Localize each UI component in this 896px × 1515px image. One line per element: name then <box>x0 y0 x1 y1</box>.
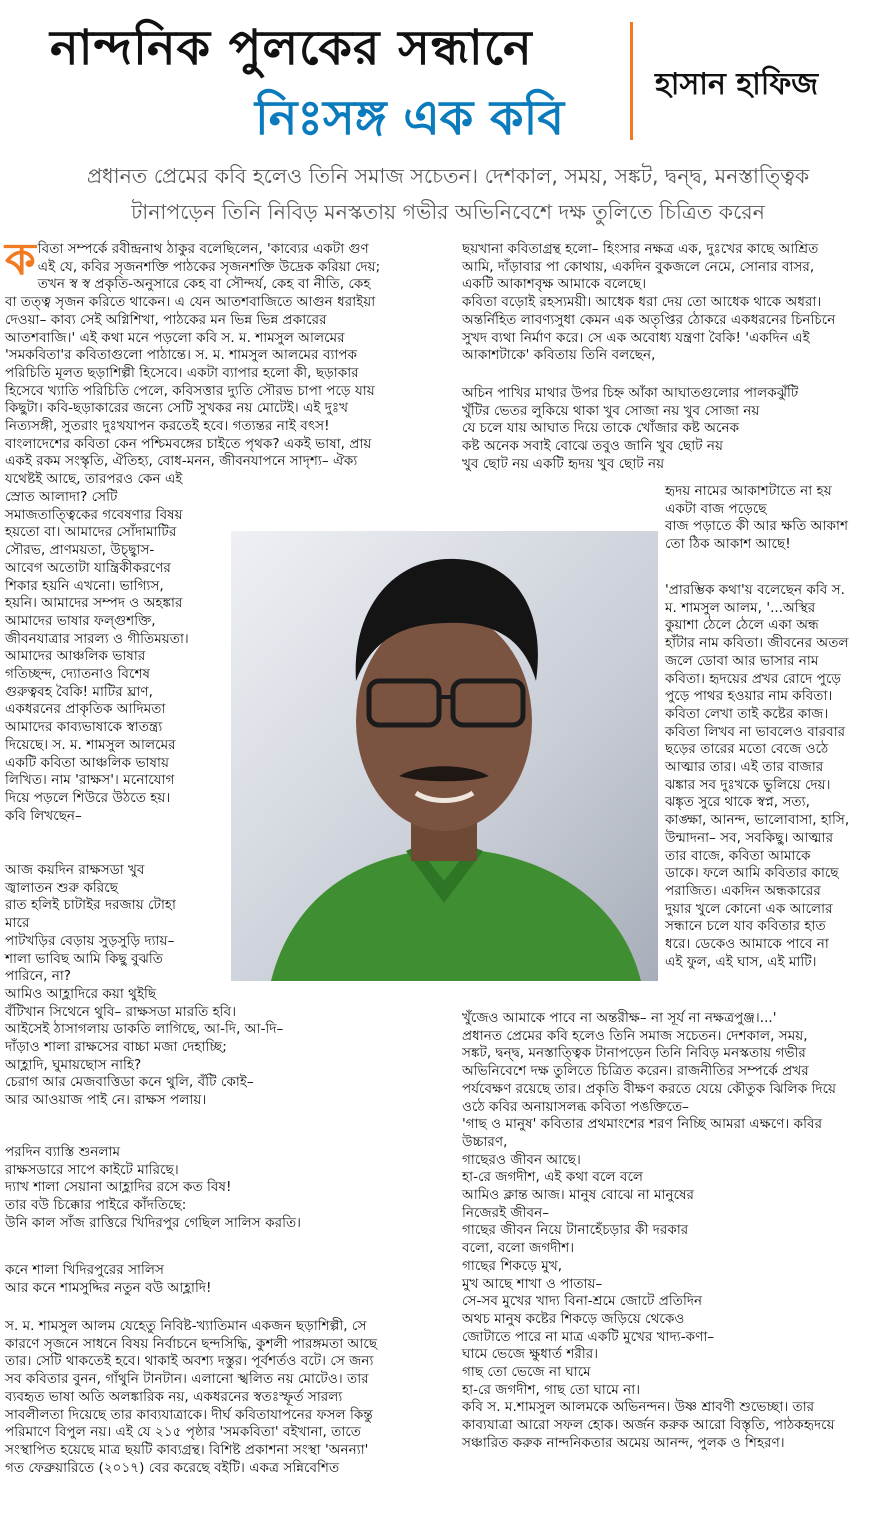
text-line: ঝঙ্কৃত সুরে থাকে স্বপ্ন, সত্য, <box>665 794 810 811</box>
header-divider <box>630 22 633 140</box>
text-line: হয়তো বা। আমাদের সোঁদামাটির <box>5 524 177 541</box>
text-line: সব কবিতার বুনন, গাঁথুনি টানটান। এলানো স্খলিত নয় মোটেও। তার <box>5 1371 369 1388</box>
text-line: শালা ভাবিছ আমি কিছু বুঝতি <box>5 950 163 967</box>
text-line: আজ কয়দিন রাক্ষসডা খুব <box>5 862 145 878</box>
text-line: একধরনের প্রাকৃতিক আদিমতা <box>5 701 166 718</box>
text-line: আমি, দাঁড়াবার পা কোথায়, একদিন বুকজলে নেমে, সোনার বাসর, <box>462 258 815 275</box>
text-line: কবিতা লেখা তাই কষ্টের কাজ। <box>665 705 829 722</box>
text-line: সৌরভ, প্রাণময়তা, উচ্ছ্বাস- <box>5 542 155 559</box>
text-line: ওঠে কবির অনায়াসলব্ধ কবিতা পঙক্তিতে– <box>462 1098 689 1115</box>
text-line: আমাদের কাব্যভাষাকে স্বাতন্ত্র্য <box>5 719 163 736</box>
text-line: অভিনিবেশে দক্ষ তুলিতে চিত্রিত করেন। রাজনীতির সম্পর্কে প্রখর <box>462 1063 809 1080</box>
text-line: গাছেরও জীবন আছে। <box>462 1151 581 1168</box>
text-line: অচিন পাখির মাথার উপর চিহ্ন আঁকা আঘাতগুলোর পালকঝুঁটি <box>462 385 799 401</box>
text-line: আর কনে শামসুদ্দির নতুন বউ আহ্লাদি! <box>5 1279 212 1296</box>
text-line: দুয়ার খুলে কোনো এক আলোর <box>665 900 833 917</box>
text-line: কবি স. ম.শামসুল আলমকে অভিনন্দন। উষ্ণ শ্রাবণী শুভেচ্ছা। তার <box>462 1399 815 1416</box>
text-line: তো ঠিক আকাশ আছে! <box>665 536 791 553</box>
text-line: এই ফুল, এই ঘাস, এই মাটি। <box>665 953 817 970</box>
headline-line-1: নান্দনিক পুলকের সন্ধানে <box>50 20 533 76</box>
text-line: সে-সব মুখের খাদ্য বিনা-শ্রমে জোটে প্রতিদিন <box>462 1293 703 1310</box>
text-line: আইসেই ঠাসাগলায় ডাকতি লাগিছে, আ-দি, আ-দি– <box>5 1021 284 1038</box>
text-line: কিছুটা। কবি-ছড়াকারের জন্যে সেটি সুখকর নয় মোটেই। এই দুঃখ <box>5 400 349 417</box>
text-line: ছয়খানা কবিতাগ্রন্থ হলো– হিংসার নক্ষত্র এক, দুঃখের কাছে আশ্রিত <box>462 241 819 257</box>
text-line: কবিতা লিখব না ভাবলেও বারবার <box>665 723 846 740</box>
text-line: জ্বালাতন শুরু করিছে <box>5 879 118 896</box>
portrait-image <box>231 531 658 981</box>
text-line: চেরাগ আর মেজবাত্তিডা কনে থুলি, বঁটি কোই– <box>5 1074 254 1091</box>
text-line: ঝঙ্কার সব দুঃখকে ভুলিয়ে দেয়। <box>665 776 831 793</box>
text-line: একটা বাজ পড়েছে <box>665 500 767 517</box>
text-line: পরাজিত। একদিন অন্ধকারের <box>665 882 821 899</box>
text-line: সাবলীলতা দিয়েছে তার কাব্যযাত্রাকে। দীর্ঘ কবিতাযাপনের ফসল কিন্তু <box>5 1406 373 1423</box>
author-photo <box>231 531 658 981</box>
text-line: রাত হলিই চাটাইর দরজায় টোহা <box>5 897 176 914</box>
text-line: বঁটিখান সিথেনে থুবি– রাক্ষসডা মারতি হবি। <box>5 1003 237 1020</box>
text-line: রাক্ষসডারে সাপে কাইটে মারিছে। <box>5 1161 179 1178</box>
text-line: ম. শামসুল আলম, '...অস্থির <box>665 599 816 616</box>
text-line: দ্যাখ শালা সেয়ানা আহ্লাদির রসে কত বিষ! <box>5 1179 232 1196</box>
text-line: জীবনযাত্রার সারল্য ও গীতিময়তা। <box>5 630 189 647</box>
text-line: 'প্রারম্ভিক কথা'য় বলেছেন কবি স. <box>665 582 845 598</box>
text-line: প্রধানত প্রেমের কবি হলেও তিনি সমাজ সচেতন। দেশকাল, সময়, <box>462 1027 808 1044</box>
text-line: খুঁটির ভেতর লুকিয়ে থাকা খুব সোজা নয় খুব সোজা নয় <box>462 402 760 419</box>
text-line: আবেগ অতোটা যান্ত্রিকীকরণের <box>5 559 171 576</box>
column-1-bottom <box>5 1318 455 1477</box>
text-line: আকাশটাকে' কবিতায় তিনি বলছেন, <box>462 347 656 364</box>
text-line: আমিও আহ্লাদিরে কয়া থুইছি <box>5 985 157 1002</box>
text-line: তার বউ চিক্কোর পাইরে কাঁদতিছে: <box>5 1197 187 1214</box>
text-line: অথচ মানুষ কষ্টের শিকড়ে জড়িয়ে থেকেও <box>462 1310 685 1327</box>
text-line: অন্তর্নিহিত লাবণ্যসুধা কেমন এক অতৃপ্তির ঠোকরে একধরনের চিনচিনে <box>462 311 836 328</box>
intro-line: প্রধানত প্রেমের কবি হলেও তিনি সমাজ সচেতন। দেশকাল, সময়, সঙ্কট, দ্বন্দ্ব, মনস্তাত্ত্বিক <box>86 164 810 188</box>
text-line: মুখ আছে শাখা ও পাতায়– <box>462 1275 603 1292</box>
text-line: পরিমাণে বিপুল নয়। এই যে ২১৫ পৃষ্ঠার 'সমকবিতা' বইখানা, তাতে <box>5 1424 361 1441</box>
text-line: তার। সেটি থাকতেই হবে। থাকাই অবশ্য দস্তুর। পূর্বশর্তও বটে। সে জন্য <box>5 1353 374 1370</box>
poem-akash-2 <box>665 483 890 554</box>
text-line: হৃদয় নামের আকাশটাতে না হয় <box>665 483 832 499</box>
intro-line: টানাপড়েন তিনি নিবিড় মনস্কতায় গভীর অভিনিবেশে দক্ষ তুলিতে চিত্রিত করেন <box>131 200 765 224</box>
text-line: গাছ তো ভেজে না ঘামে <box>462 1364 591 1381</box>
text-line: আমাদের আঞ্চলিক ভাষার <box>5 648 146 665</box>
headline-line-2: নিঃসঙ্গ এক কবি <box>255 90 565 146</box>
text-line: হয়নি। আমাদের সম্পদ ও অহঙ্কার <box>5 595 183 612</box>
text-line: জলে ডোবা আর ভাসার নাম <box>665 652 819 669</box>
text-line: গুরুত্ববহ বৈকি! মাটির ঘ্রাণ, <box>5 683 153 700</box>
text-line: বাজ পড়াতে কী আর ক্ষতি আকাশ <box>665 518 848 535</box>
text-line: হা-রে জগদীশ, গাছ তো ঘামে না। <box>462 1381 641 1398</box>
text-line: পাটখড়ির বেড়ায় সুড়সুড়ি দ্যায়– <box>5 932 175 949</box>
text-line: বিতা সম্পর্কে রবীন্দ্রনাথ ঠাকুর বলেছিলেন, 'কাব্যের একটা গুণ <box>37 241 369 257</box>
text-line: নিত্যসঙ্গী, সুতরাং দুঃখযাপন করতেই হবে। গত্যন্তর নাই বৎস! <box>5 418 330 435</box>
text-line: ধরে। ডেকেও আমাকে পাবে না <box>665 936 829 953</box>
text-line: সংস্থাপিত হয়েছে মাত্র ছয়টি কাব্যগ্রন্থ। বিশিষ্ট প্রকাশনা সংস্থা 'অনন্যা' <box>5 1441 369 1458</box>
text-line: ঘামে ভেজে ক্ষুধার্ত শরীর। <box>462 1346 599 1363</box>
poem-akash-1 <box>462 385 892 474</box>
text-line: লিখিত। নাম 'রাক্ষস'। মনোযোগ <box>5 772 175 789</box>
text-line: শিকার হয়নি এখনো। ভাগ্যিস, <box>5 577 164 594</box>
text-line: খুব ছোট নয় একটি হৃদয় খুব ছোট নয় <box>462 455 665 472</box>
text-line: যে চলে যায় আঘাত দিয়ে তাকে খোঁজার কষ্ট অনেক <box>462 420 740 437</box>
text-line: বা তত্ত্ব সৃজন করিতে থাকেন। এ যেন আতশবাজিতে আগুন ধরাইয়া <box>5 294 376 311</box>
text-line: উনি কাল সাঁজ রাত্তিরে খিদিরপুর গেছিল সালিস করতি। <box>5 1214 302 1231</box>
text-line: কারণে সৃজনে সাধনে বিষয় নির্বাচনে ছন্দসিদ্ধি, কুশলী পারঙ্গমতা আছে <box>5 1335 378 1352</box>
column-1-narrow <box>5 489 230 825</box>
text-line: স্রোত আলাদা? সেটি <box>5 489 118 505</box>
text-line: এই যে, কবির সৃজনশক্তি পাঠকের সৃজনশক্তি উদ্রেক করিয়া দেয়; <box>37 258 381 275</box>
text-line: কাঙ্ক্ষা, আনন্দ, ভালোবাসা, হাসি, <box>665 812 850 829</box>
text-line: উন্মাদনা– সব, সবকিছু। আত্মার <box>665 829 834 846</box>
text-line: হিসেবে খ্যাতি পরিচিতি পেলে, কবিসত্তার দ্যুতি সৌরভ চাপা পড়ে যায় <box>5 382 375 399</box>
text-line: গত ফেব্রুয়ারিতে (২০১৭) বের করেছে বইটি। একত্র সন্নিবেশিত <box>5 1459 340 1476</box>
text-line: সঞ্চারিত করুক নান্দনিকতার অমেয় আনন্দ, পুলক ও শিহরণ। <box>462 1434 785 1451</box>
author-name: হাসান হাফিজ <box>655 67 819 102</box>
text-line: দেওয়া– কাব্য সেই অগ্নিশিখা, পাঠকের মন ভিন্ন ভিন্ন প্রকারের <box>5 311 327 328</box>
text-line: গাছের শিকড়ে মুখ, <box>462 1257 563 1274</box>
text-line: মারে <box>5 915 30 932</box>
poem-rakkhosh-2 <box>5 1144 455 1233</box>
text-line: গাছের জীবন নিয়ে টানাহেঁচড়ার কী দরকার <box>462 1222 689 1239</box>
text-line: ডাকে। ফলে আমি কবিতার কাছে <box>665 865 839 882</box>
intro-deck <box>18 158 878 230</box>
text-line: কাব্যযাত্রা আরো সফল হোক। অর্জন করুক আরো বিস্তৃতি, পাঠকহৃদয়ে <box>462 1417 835 1434</box>
text-line: হাঁটার নাম কবিতা। জীবনের অতল <box>665 635 849 652</box>
text-line: সুখদ ব্যথা নির্মাণ করে। সে এক অবোধ্য যন্ত্রণা বৈকি! 'একদিন এই <box>462 329 810 346</box>
text-line: দিয়ে পড়লে শিউরে উঠতে হয়। <box>5 789 171 806</box>
text-line: হা-রে জগদীশ, এই কথা বলে বলে <box>462 1169 644 1186</box>
column-2-top <box>462 241 892 365</box>
text-line: গতিচ্ছন্দ, দ্যোতনাও বিশেষ <box>5 666 150 683</box>
text-line: আমাদের ভাষার ফল্গুশক্তি, <box>5 612 156 629</box>
text-line: বাংলাদেশের কবিতা কেন পশ্চিমবঙ্গের চাইতে পৃথক? একই ভাষা, প্রায় <box>5 435 372 452</box>
text-line: 'সমকবিতা'র কবিতাগুলো পাঠান্তে। স. ম. শামসুল আলমের ব্যাপক <box>5 347 358 364</box>
column-1-top <box>5 234 455 489</box>
drop-cap: ক <box>5 234 36 285</box>
text-line: একটি আকাশবৃক্ষ আমাকে বলেছে। <box>462 276 647 293</box>
text-line: পরদিন ব্যাস্তি শুনলাম <box>5 1144 121 1160</box>
text-line: কবিতা। হৃদয়ের প্রখর রোদে পুড়ে <box>665 670 841 687</box>
text-line: দিয়েছে। স. ম. শামসুল আলমের <box>5 736 176 753</box>
text-line: কুয়াশা ঠেলে ঠেলে একা অন্ধ <box>665 617 819 634</box>
text-line: খুঁজেও আমাকে পাবে না অন্তরীক্ষ– না সূর্য না নক্ষত্রপুঞ্জ।...' <box>462 1010 777 1026</box>
text-line: স. ম. শামসুল আলম যেহেতু নিবিষ্ট-খ্যাতিমান একজন ছড়াশিল্পী, সে <box>5 1318 367 1334</box>
text-line: আতশবাজি।' এই কথা মনে পড়লো কবি স. ম. শামসুল আলমের <box>5 329 345 346</box>
text-line: কবি লিখছেন– <box>5 807 82 824</box>
text-line: তার বাজে, কবিতা আমাকে <box>665 847 811 864</box>
text-line: আত্মার তার। এই তার বাজার <box>665 759 824 776</box>
column-2-bottom <box>462 1010 892 1453</box>
text-line: কষ্ট অনেক সবাই বোঝে তবুও জানি খুব ছোট নয় <box>462 438 724 455</box>
text-line: উচ্চারণ, <box>462 1133 508 1150</box>
text-line: তখন স্ব স্ব প্রকৃতি-অনুসারে কেহ বা সৌন্দর্য, কেহ বা নীতি, কেহ <box>37 276 371 293</box>
text-line: একটি কবিতা আঞ্চলিক ভাষায় <box>5 754 169 771</box>
text-line: যথেষ্টই আছে, তারপরও কেন এই <box>5 471 183 488</box>
text-line: কনে শালা খিদিরপুরের সালিস <box>5 1262 164 1278</box>
text-line: জোটাতে পারে না মাত্র একটি মুখের খাদ্য-কণা– <box>462 1328 715 1345</box>
text-line: পারিনে, না? <box>5 968 72 985</box>
text-line: সঙ্কট, দ্বন্দ্ব, মনস্তাত্ত্বিক টানাপড়েন তিনি নিবিড় মনস্কতায় গভীর <box>462 1045 806 1062</box>
text-line: ব্যবহৃত ভাষা অতি অলঙ্কারিক নয়, একধরনের স্বতঃস্ফূর্ত সারল্য <box>5 1388 343 1405</box>
column-2-narrow <box>665 582 890 971</box>
text-line: আহ্লাদি, ঘুমায়ছোস নাহি? <box>5 1056 142 1073</box>
text-line: পরিচিতি মূলত ছড়াশিল্পী হিসেবে। একটা ব্যাপার হলো কী, ছড়াকার <box>5 364 359 381</box>
text-line: 'গাছ ও মানুষ' কবিতার প্রথমাংশের শরণ নিচ্ছি আমরা এক্ষণে। কবির <box>462 1116 823 1133</box>
poem-rakkhosh-3 <box>5 1262 455 1297</box>
text-line: পর্যবেক্ষণ রয়েছে তার। প্রকৃতি বীক্ষণ করতে যেয়ে কৌতুক ঝিলিক দিয়ে <box>462 1080 837 1097</box>
text-line: ছড়ের তারের মতো বেজে ওঠে <box>665 741 829 758</box>
text-line: আমিও ক্লান্ত আজ। মানুষ বোঝে না মানুষের <box>462 1187 695 1204</box>
text-line: দাঁড়াও শালা রাক্ষসের বাচ্চা মজা দেহাচ্ছি; <box>5 1039 227 1056</box>
text-line: কবিতা বড়োই রহস্যময়ী। আধেক ধরা দেয় তো আধেক থাকে অধরা। <box>462 294 822 311</box>
text-line: সন্ধানে চলে যাব কবিতার হাত <box>665 918 826 935</box>
text-line: সমাজতাত্ত্বিকের গবেষণার বিষয় <box>5 506 183 523</box>
text-line: আর আওয়াজ পাই নে। রাক্ষস পলায়। <box>5 1092 207 1109</box>
text-line: পুড়ে পাথর হওয়ার নাম কবিতা। <box>665 688 833 705</box>
text-line: একই রকম সংস্কৃতি, ঐতিহ্য, বোধ-মনন, জীবনযাপনে সাদৃশ্য– ঐক্য <box>5 453 358 470</box>
text-line: নিজেরই জীবন– <box>462 1204 550 1221</box>
text-line: বলো, বলো জগদীশ। <box>462 1240 575 1257</box>
